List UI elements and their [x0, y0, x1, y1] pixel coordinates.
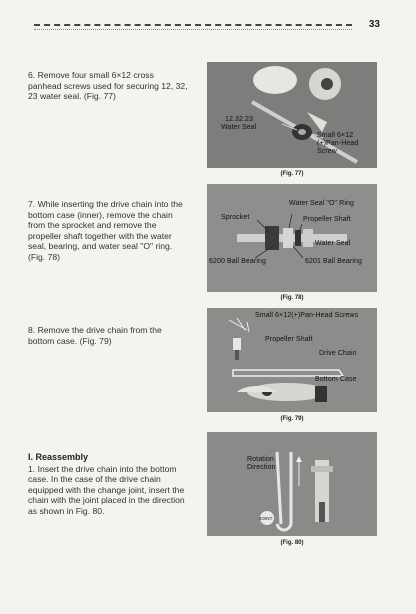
label-water-seal-number: 12.32.23: [225, 116, 254, 123]
figure-80-illustration: [207, 432, 377, 536]
step-text: Remove the drive chain from the bottom case. (Fig. 79): [28, 325, 162, 346]
figure-77-illustration: [207, 62, 377, 168]
label-bearing-6200: 6200 Ball Bearing: [209, 258, 266, 265]
step-7: [28, 199, 188, 263]
label-sprocket: Sprocket: [221, 214, 250, 221]
label-drive-chain: Drive Chain: [319, 350, 357, 357]
step-text: Remove four small 6×12 cross panhead screws used for securing 12, 32, 23 water seal. (Fig. 77): [28, 70, 188, 102]
label-water-seal: Water Seal: [315, 240, 351, 247]
figure-79-illustration: [207, 308, 377, 412]
reassembly-section: [28, 452, 188, 517]
step-number: 1.: [28, 463, 36, 474]
label-rotation: Rotation: [247, 456, 274, 463]
label-screw-type: (+)Pan-Head: [317, 140, 359, 147]
label-screws: Small 6×12(+)Pan-Head Screws: [255, 312, 359, 319]
label-bottom-case: Bottom Case: [315, 376, 357, 383]
figure-79-photo: [207, 308, 377, 412]
step-number: 6.: [28, 70, 36, 80]
figure-77-photo: [207, 62, 377, 168]
step-8: [28, 325, 188, 346]
figure-79-caption: (Fig. 79): [280, 416, 304, 422]
step-text: Insert the drive chain into the bottom case. In the case of the drive chain equipped with the change joint, insert the chain with the joint placed in the direction as shown in Fig. 80.: [28, 463, 185, 516]
label-direction: Direction: [247, 464, 276, 471]
figure-78-photo: [207, 184, 377, 292]
page-number: 33: [368, 19, 380, 30]
step-6: [28, 70, 188, 102]
label-o-ring: Water Seal "O" Ring: [289, 200, 354, 207]
step-number: 7.: [28, 199, 36, 209]
label-screw: Screw: [317, 148, 337, 155]
header-rule-dotted: [34, 29, 352, 30]
label-bearing-6201: 6201 Ball Bearing: [305, 258, 362, 265]
step-text: While inserting the drive chain into the bottom case (inner), remove the chain from the sprocket and remove the propeller shaft together with the water seal, bearing, and water seal "O" ring. (Fig. 78): [28, 199, 183, 262]
label-propeller-shaft: Propeller Shaft: [303, 216, 351, 223]
label-joint: JOINT: [259, 516, 273, 521]
figure-80-caption: (Fig. 80): [280, 540, 304, 546]
figure-77-caption: (Fig. 77): [280, 171, 304, 177]
label-screw-size: Small 6×12: [317, 132, 354, 139]
header-rule: [34, 24, 352, 26]
figure-80-photo: [207, 432, 377, 536]
label-water-seal: Water Seal: [221, 124, 257, 131]
step-number: 8.: [28, 325, 36, 335]
label-propeller-shaft: Propeller Shaft: [265, 336, 313, 343]
section-title: I. Reassembly: [28, 452, 89, 462]
figure-78-caption: (Fig. 78): [280, 295, 304, 301]
